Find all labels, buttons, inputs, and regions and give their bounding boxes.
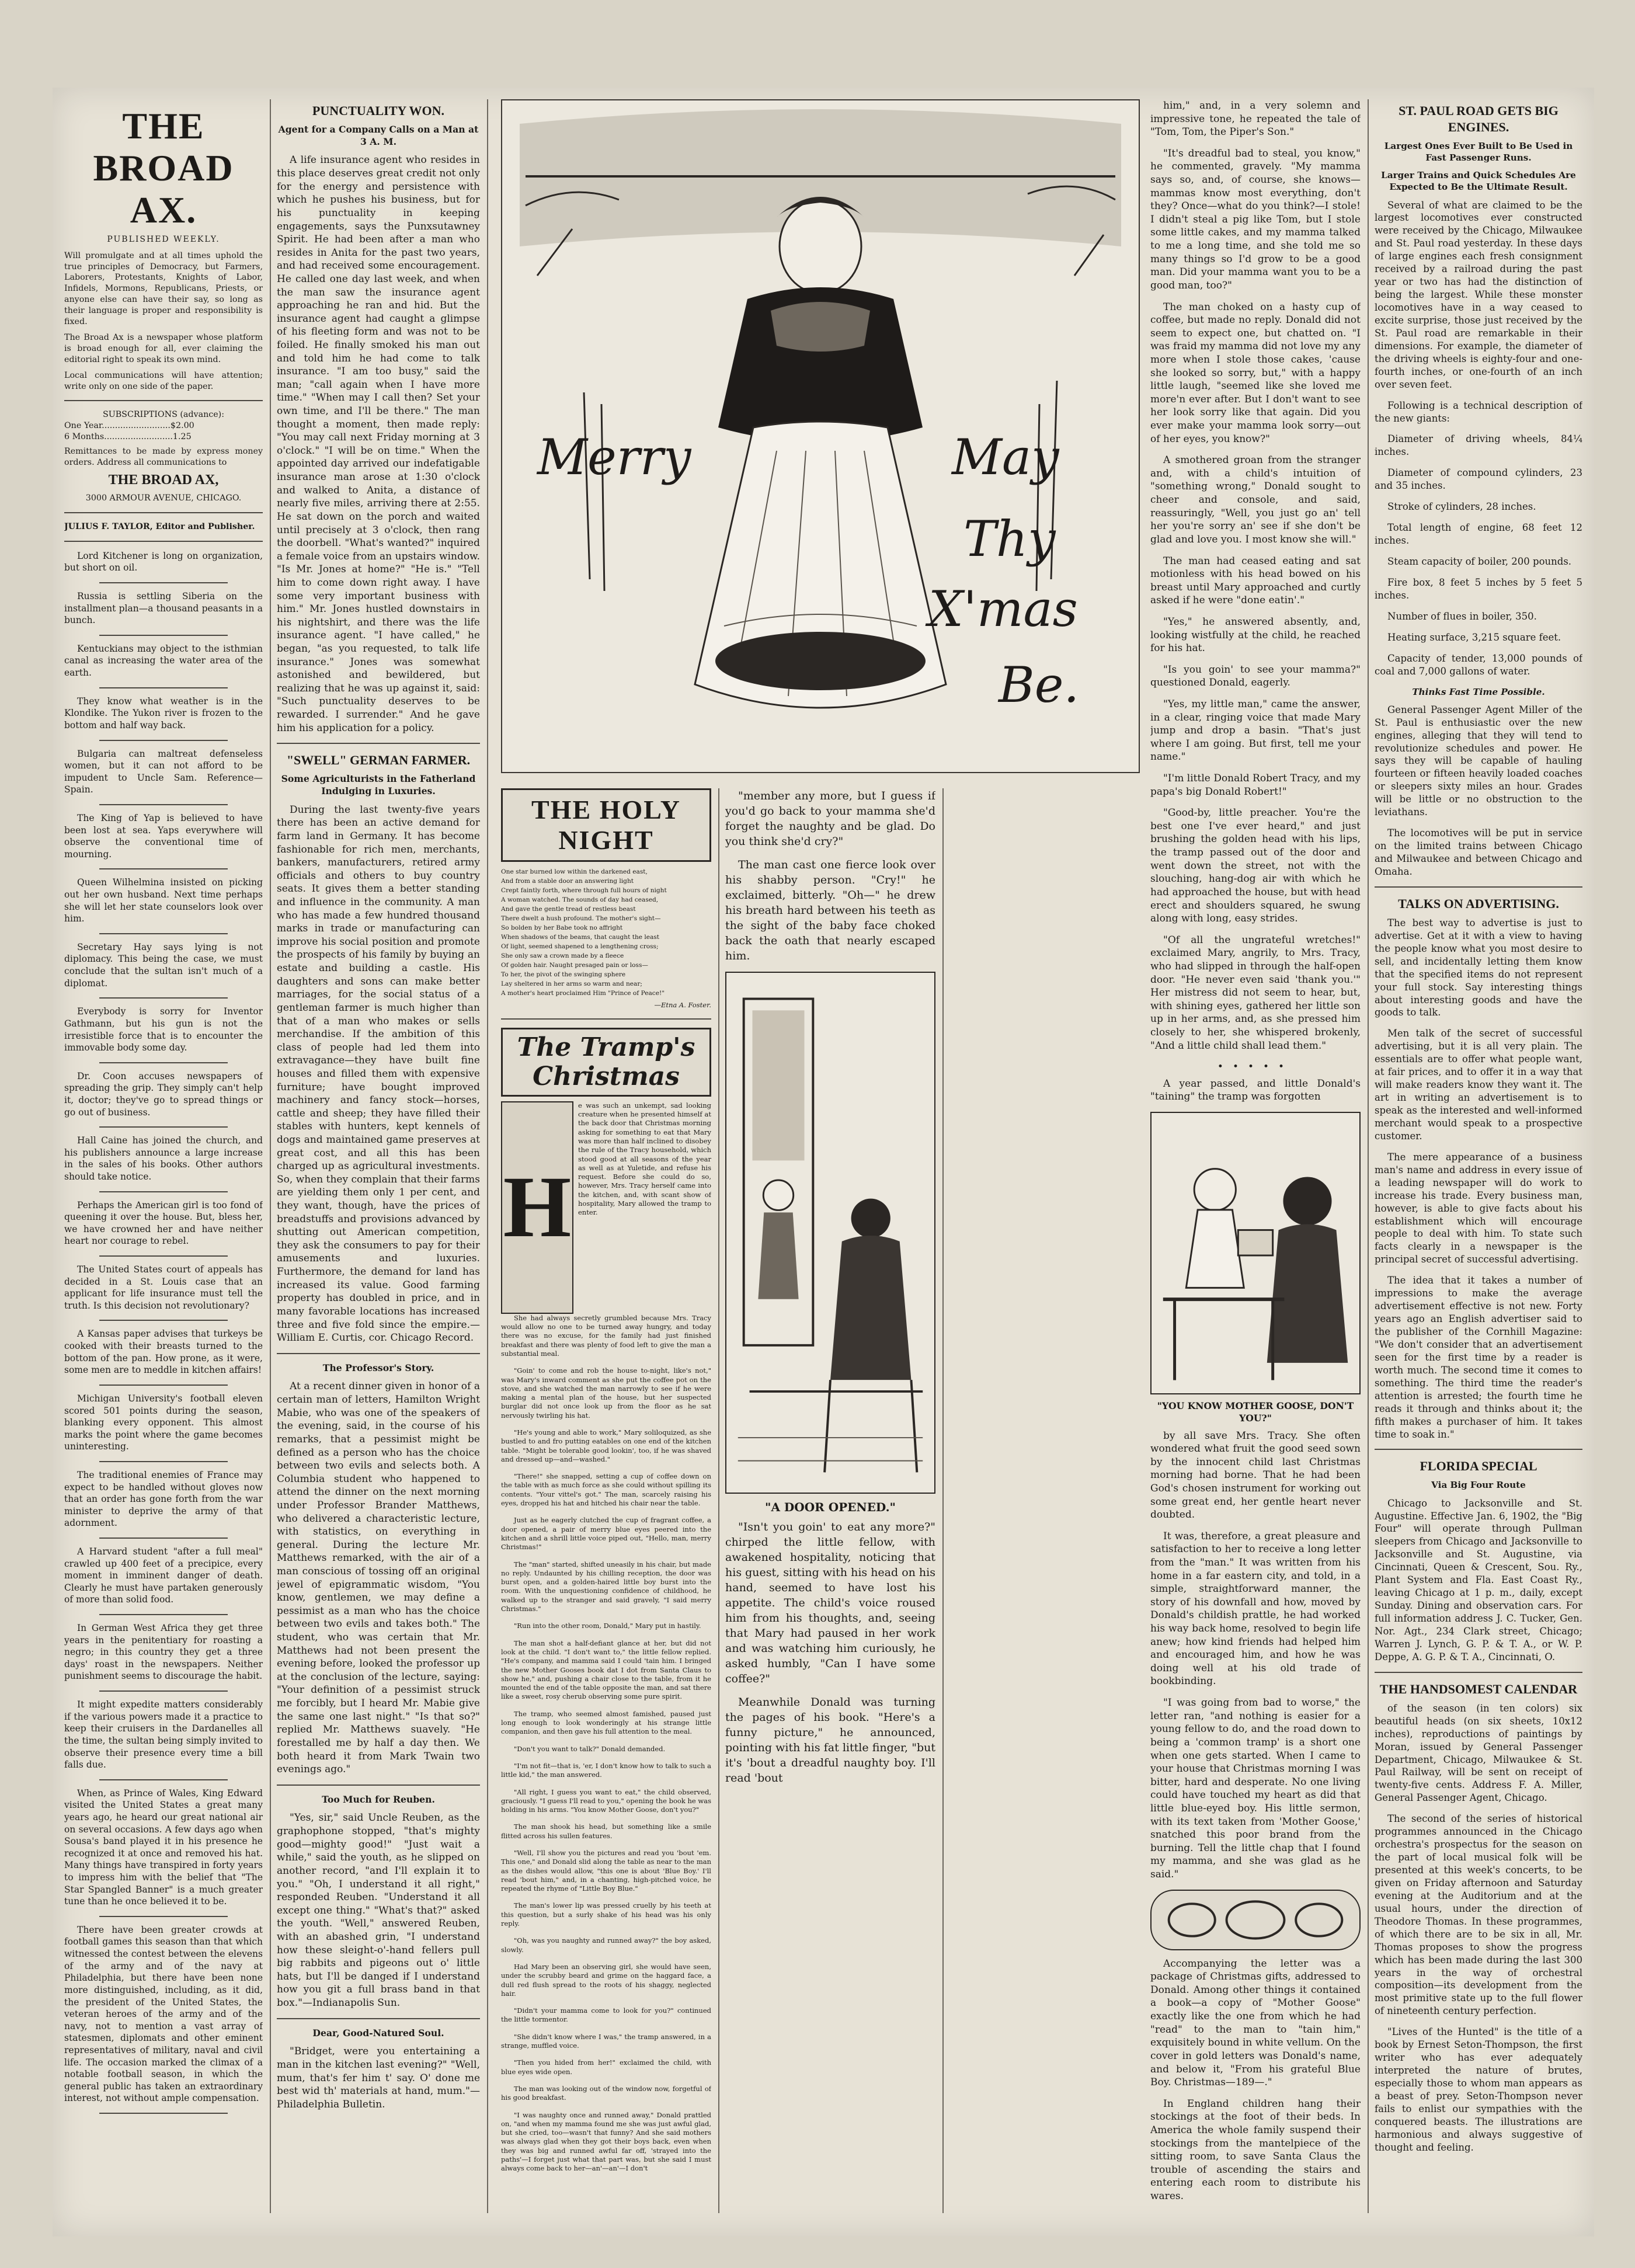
tramp-column-5-continued [1150, 1429, 1361, 1881]
paragraph: The man's lower lip was pressed cruelly by his teeth at this question, but a surly shake of his head was his only reply. [501, 1901, 711, 1928]
brief-item: Dr. Coon accuses newspapers of spreading the grip. They simply can't help it, doctor; they've go to spread things or go out of business. [64, 1070, 263, 1118]
paragraph: "He's young and able to work," Mary soliloquized, as she bustled to and fro putting eatables on one end of the kitchen table. "Might be tolerable good lookin', too, if he was shaved and dressed up—and—washed." [501, 1428, 711, 1463]
paragraph: In England children hang their stockings at the foot of their beds. In America the whole family suspend their stockings from the mantelpiece of the sitting room, to save Santa Claus the trouble of ascending the stairs and entering each room to distribute his wares. [1150, 2097, 1361, 2202]
brief-item: Hall Caine has joined the church, and his publishers announce a large increase in the sales of his books. Other authors should take notice. [64, 1135, 263, 1182]
divider [99, 1320, 228, 1321]
ornament-drawing [1152, 1891, 1359, 1949]
divider [501, 1018, 711, 1020]
poem-line: Crept faintly forth, where through full hours of night [501, 887, 667, 895]
brief-item: In German West Africa they get three years in the penitentiary for roasting a negro; in this country they get a three days' roast in the newspapers. Neither punishment seems to discourage the habit. [64, 1623, 263, 1682]
soul-title: Dear, Good-Natured Soul. [312, 2027, 444, 2039]
paragraph: General Passenger Agent Miller of the St. Paul is enthusiastic over the new engines, alleging that they will tend to revolutionize schedules and power. He says they will be capable of hauling fourteen or fifteen heavily loaded coaches or sleepers sixty miles an hour. Grades will be little or no obstruction to the leviathans. [1375, 704, 1582, 818]
mother-goose-caption: "YOU KNOW MOTHER GOOSE, DON'T YOU?" [1157, 1400, 1354, 1424]
divider [99, 868, 228, 869]
subscription-one-year: One Year..........................$2.00 [64, 421, 194, 431]
divider [99, 1614, 228, 1615]
punctuality-body [277, 154, 480, 735]
paragraph: Heating surface, 3,215 square feet. [1387, 631, 1561, 643]
tramp-column-4-text [725, 788, 935, 963]
divider [64, 400, 263, 401]
poem-line: Of light, seemed shapened to a lengthening cross; [501, 943, 659, 951]
paragraph: Had Mary been an observing girl, she would have seen, under the scrubby beard and grime on the haggard face, a dull red flush spread to the roots of his shaggy, neglected hair. [501, 1962, 711, 1998]
professor-title: The Professor's Story. [322, 1362, 434, 1373]
column-1 [64, 99, 263, 2213]
paragraph: The man shook his head, but something like a smile flitted across his sullen features. [501, 1822, 711, 1840]
subscription-six-months: 6 Months..........................1.25 [64, 432, 192, 442]
engines-subtitle: Largest Ones Ever Built to Be Used in Fast Passenger Runs. [1384, 141, 1573, 164]
section-break: ••••• [1217, 1061, 1294, 1073]
column-rule [718, 788, 719, 2213]
column-rule [942, 788, 944, 2213]
paragraph: "Of all the ungrateful wretches!" exclaimed Mary, angrily, to Mrs. Tracy, who had slipped in through the half-open door. "He never even said 'thank you.'" Her mistress did not seem to hear, but, with shining eyes, gathered her little son up in her arms, and, as she pressed him closely to her, she whispered brokenly, "And a little child shall lead them." [1150, 934, 1361, 1052]
poem-line: There dwelt a hush profound. The mother's sight— [501, 915, 661, 923]
paragraph: A life insurance agent who resides in this place deserves great credit not only for the energy and persistence with which he pushes his business, but for his punctuality in keeping engagements, says the Punxsutawney Spirit. He had been after a man who resides in Anita for the past two years, and had received some encouragement. He called one day last week, and when the man saw the insurance agent approaching he ran and hid. But the insurance agent had caught a glimpse of his fleeting form and was not to be foiled. He finally smoked his man out and told him he had come to talk insurance. "I am too busy," said the man; "call again when I have more time." "When may I call then? Set your own time, and I'll be there." The man thought a moment, then made reply: "You may call next Friday morning at 3 o'clock." "I will be on time." When the appointed day arrived our indefatigable insurance man arose at 1:30 o'clock and walked to Anita, a distance of nearly five miles, arriving there at 2:55. He sat down on the porch and waited until precisely at 3 o'clock, then rang the doorbell. "What's wanted?" inquired a female voice from an upstairs window. "Is Mr. Jones at home?" "He is." "Tell him to come down right away. I have some very important business with him." Mr. Jones hustled downstairs in his nightshirt, and there was the life insurance agent. "I have called," he began, "as you requested, to talk life insurance." Jones was somewhat astonished and bewildered, but realizing that he was up against it, said: "Such punctuality deserves to be rewarded. I surrender." And he gave him his application for a policy. [277, 154, 480, 734]
masthead-mission: Will promulgate and at all times uphold the true principles of Democracy, but Farmers, Laborers, Protestants, Knights of Labor, Infidels, Mormons, Republicans, Priests, or anyone else can have their say, so long as their language is proper and responsibility is fixed. [64, 251, 263, 327]
brief-item: Perhaps the American girl is too fond of queening it over the house. But, bless her, we have crowned her and have neither heart nor courage to rebel. [64, 1199, 263, 1247]
editorial-briefs [64, 550, 263, 2114]
paragraph: "All right, I guess you want to eat," the child observed, graciously. "I guess I'll read to you," opening the book he was holding in his arms. "You know Mother Goose, don't you?" [501, 1787, 711, 1814]
brief-item: When, as Prince of Wales, King Edward visited the United States a great many years ago, he heard our great national air on several occasions. A few days ago when Sousa's band played it in his presence he recognized it at once and removed his hat. Many things have transpired in forty years to impress him with the belief that "The Star Spangled Banner" is a much greater tune than he once believed it to be. [64, 1787, 263, 1907]
poem-line: She only saw a crown made by a fleece [501, 952, 624, 960]
paragraph: The tramp, who seemed almost famished, paused just long enough to look wonderingly at his strange little companion, and then gave his full attention to the meal. [501, 1709, 711, 1736]
paragraph: "Yes," he answered absently, and, looking wistfully at the child, he reached for his hat. [1150, 615, 1361, 655]
paragraph: Fire box, 8 feet 5 inches by 5 feet 5 inches. [1375, 576, 1582, 601]
card-word-xmas: X'mas [928, 580, 1078, 638]
masthead-name: THE BROAD AX, [108, 472, 219, 488]
paragraph: "member any more, but I guess if you'd go back to your mamma she'd forget the naughty and be glad. Do you think she'd cry?" [725, 789, 935, 848]
paragraph: Just as he eagerly clutched the cup of fragrant coffee, a door opened, a pair of merry blue eyes peered into the kitchen and a shrill little voice piped out, "Hello, man, merry Christmas!" [501, 1516, 711, 1552]
advertising-body [1375, 917, 1582, 1441]
farmer-title: "SWELL" GERMAN FARMER. [286, 753, 471, 768]
paragraph: Chicago to Jacksonville and St. Augustine. Effective Jan. 6, 1902, the "Big Four" will operate through Pullman sleepers from Chicago and Jacksonville to Jacksonville and St. Augustine, via Cincinnati, Queen & Crescent, Sou. Ry., Plant System and Fla. East Coast Ry., leaving Chicago at 1 p. m., daily, except Sunday. Dining and observation cars. For full information address J. C. Tucker, Gen. Nor. Agt., 234 Clark street, Chicago; Warren J. Lynch, G. P. & T. A., or W. P. Deppe, A. G. P. & T. A., Cincinnati, O. [1375, 1497, 1582, 1662]
divider [99, 997, 228, 999]
brief-item: Lord Kitchener is long on organization, but short on oil. [64, 550, 263, 573]
column-3 [501, 788, 711, 2213]
paragraph: by all save Mrs. Tracy. She often wondered what fruit the good seed sown by the innocent child last Christmas morning had borne. That he had been God's chosen instrument for working out some great end, her gentle heart never doubted. [1150, 1429, 1361, 1521]
poem-line: When shadows of the beams, that caught the least [501, 934, 660, 941]
divider [99, 1191, 228, 1192]
reuben-body [277, 1811, 480, 2009]
poem-line: So bolden by her Babe took no affright [501, 924, 623, 932]
divider [99, 933, 228, 934]
florida-subtitle: Via Big Four Route [1431, 1480, 1526, 1491]
card-word-be: Be. [999, 656, 1080, 714]
florida-body [1375, 1497, 1582, 1664]
brief-item: They know what weather is in the Klondike. The Yukon river is frozen to the bottom and half way back. [64, 695, 263, 731]
column-rule [487, 99, 488, 2213]
brief-item: The traditional enemies of France may expect to be handled without gloves now that an order has gone forth from the war minister to deprive the army of that adornment. [64, 1469, 263, 1529]
divider [99, 1779, 228, 1780]
paragraph: Several of what are claimed to be the largest locomotives ever constructed were received by the Chicago, Milwaukee and St. Paul road yesterday. In these days of large engines each fresh consignment received by a railroad during the past year or two has had the distinction of being the largest. While these monster locomotives have in a way ceased to excite surprise, those just received by the St. Paul road are remarkable in their dimensions. For example, the diameter of the driving wheels is eighty-four and one-fourth inches, or one-fourth of an inch over seven feet. [1375, 199, 1582, 390]
mother-goose-illustration [1150, 1112, 1361, 1394]
paragraph: Men talk of the secret of successful advertising, but it is all very plain. The essentials are to offer what people want, at fair prices, and to offer it in a way that will make readers know they want it. The art in writing an advertisement is to speak as the interested and well-informed merchant would speak to a prospective customer. [1375, 1028, 1582, 1142]
paragraph: Number of flues in boiler, 350. [1387, 610, 1537, 622]
paragraph: Capacity of tender, 13,000 pounds of coal and 7,000 gallons of water. [1375, 652, 1582, 677]
engines-body [1375, 199, 1582, 425]
paragraph: Stroke of cylinders, 28 inches. [1387, 501, 1536, 513]
brief-item: Michigan University's football eleven scored 501 points during the season, blanking every opponent. This almost marks the point where the game becomes uninteresting. [64, 1393, 263, 1452]
divider [64, 541, 263, 542]
paragraph: The "man" started, shifted uneasily in his chair, but made no reply. Undaunted by his chilling reception, the door was burst open, and a golden-haired little boy burst into the room. With the unquestioning confidence of childhood, he walked up to the stranger and said gravely, "I said merry Christmas." [501, 1560, 711, 1613]
tramp-column-5-text [1150, 99, 1361, 1052]
brief-item: Queen Wilhelmina insisted on picking out her own husband. Next time perhaps she will let her state counselors look over him. [64, 877, 263, 924]
tramp-banner [501, 1028, 711, 1097]
paragraph: The mere appearance of a business man's name and address in every issue of a leading newspaper will do work to increase his trade. Every business man, however, is able to give facts about his establishment which will encourage people to deal with him. To state such facts clearly in a newspaper is the principal secret of successful advertising. [1375, 1151, 1582, 1265]
tramp-column-4-continued [725, 1519, 935, 1786]
holy-night-author: —Etna A. Foster. [654, 1001, 711, 1010]
punctuality-title: PUNCTUALITY WON. [312, 103, 445, 118]
paragraph: "There!" she snapped, setting a cup of coffee down on the table with as much force as she could without spilling its contents. "Your vittel's got." The man, scarcely raising his eyes, dropped his hat and hitched his chair near the table. [501, 1472, 711, 1508]
brief-item: The King of Yap is believed to have been lost at sea. Yaps everywhere will observe the conventional time of mourning. [64, 812, 263, 860]
holy-night-banner [501, 788, 711, 862]
thinks-head: Thinks Fast Time Possible. [1412, 686, 1545, 697]
remittance-note: Remittances to be made by express money orders. Address all communications to [64, 447, 263, 468]
paragraph: Diameter of driving wheels, 84¼ inches. [1375, 433, 1582, 458]
poem-line: Lay sheltered in her arms so warm and near; [501, 980, 642, 988]
divider [99, 1255, 228, 1257]
brief-item: Russia is settling Siberia on the installment plan—a thousand peasants in a bunch. [64, 591, 263, 626]
tramp-opening [501, 1101, 711, 1314]
paragraph: The best way to advertise is just to advertise. Get at it with a view to having the people know what you most desire to sell, and incidentally letting them know that the specified items do not represent your full stock. Say interesting things about interesting goods and have the goods to talk. [1375, 917, 1582, 1018]
paragraph: The man was looking out of the window now, forgetful of his good breakfast. [501, 2084, 711, 2102]
brief-item: Secretary Hay says lying is not diplomacy. This being the case, we must conclude that the sultan isn't much of a diplomat. [64, 941, 263, 989]
thinks-body [1375, 704, 1582, 878]
punctuality-subtitle: Agent for a Company Calls on a Man at 3 A. M. [278, 124, 479, 147]
paragraph: "I'm little Donald Robert Tracy, and my papa's big Donald Robert!" [1150, 773, 1361, 798]
divider [99, 1461, 228, 1462]
divider [99, 1916, 228, 1917]
paragraph: Meanwhile Donald was turning the pages of his book. "Here's a funny picture," he announced, pointing with his fat little finger, "but it's 'bout a dreadful naughty boy. I'll read 'bout [725, 1696, 935, 1785]
paragraph: e was such an unkempt, sad looking creature when he presented himself at the back door that Christmas morning asking for something to eat that Mary was more than half inclined to disobey the rule of the Tracy household, which stood good at all seasons of the year as well as at Yuletide, and refuse his request. Before she could do so, however, Mrs. Tracy herself came into the kitchen, and, with scant show of hospitality, Mary allowed the tramp to enter. [578, 1101, 711, 1217]
divider [99, 635, 228, 636]
paragraph: "Is you goin' to see your mamma?" questioned Donald, eagerly. [1150, 663, 1361, 689]
divider [1375, 1449, 1582, 1450]
brief-item: Everybody is sorry for Inventor Gathmann, but his gun is not the irresistible force that is to encounter the immovable body some day. [64, 1006, 263, 1053]
xmas-card-drawing [502, 100, 1139, 772]
paragraph: She had always secretly grumbled because Mrs. Tracy would allow no one to be turned away hungry, and today there was no excuse, for the family had just finished breakfast and there was plenty of food left to give the man a substantial meal. [501, 1313, 711, 1358]
divider [277, 1353, 480, 1354]
divider [99, 582, 228, 583]
advertising-title: TALKS ON ADVERTISING. [1398, 896, 1559, 911]
paragraph: "Lives of the Hunted" is the title of a book by Ernest Seton-Thompson, the first writer who has ever adequately interpreted the nature of brutes, especially those to whom man appears as a beast of prey. Seton-Thompson never fails to enlist our sympathies with the conquered beasts. The illustrations are harmonious and always suggestive of thought and feeling. [1375, 2026, 1582, 2153]
paragraph: "It's dreadful bad to steal, you know," he commented, gravely. "My mamma says so, and, of course, she knows—mammas know most everything, don't they? Once—what do you think?—I stole! I didn't steal a pig like Tom, but I stole some little cakes, and my mamma talked to me a long time, and she told me so many things so I'd grow to be a good man. Did your mamma want you to be a good man, too?" [1150, 147, 1361, 291]
poem-line: Of golden hair. Naught presaged pain or loss— [501, 962, 648, 969]
door-opened-illustration [725, 972, 935, 1494]
brief-item: Kentuckians may object to the isthmian canal as increasing the water area of the earth. [64, 643, 263, 679]
divider [277, 2018, 480, 2019]
paragraph: "I'm not fit—that is, 'er, I don't know how to talk to such a little kid," the man answered. [501, 1761, 711, 1779]
card-word-merry: Merry [537, 429, 691, 486]
tramp-first-paragraph [578, 1101, 711, 1226]
column-5 [1150, 99, 1361, 2213]
poem-line: A woman watched. The sounds of day had ceased, [501, 896, 659, 904]
holy-night-title: THE HOLY NIGHT [531, 795, 681, 855]
paragraph: The man cast one fierce look over his shabby person. "Cry!" he exclaimed, bitterly. "Oh—" he drew his breath hard between his teeth as the sight of the baby face choked back the oath that nearly escaped him. [725, 858, 935, 962]
newspaper-page [53, 88, 1594, 2236]
divider [99, 1690, 228, 1692]
stockings-note [1150, 1957, 1361, 2203]
paragraph: "Bridget, were you entertaining a man in the kitchen last evening?" "Well, mum, that's fer him t' say. O' done me best wid th' materials at hand, mum."—Philadelphia Bulletin. [277, 2046, 480, 2110]
paragraph: "Isn't you goin' to eat any more?" chirped the little fellow, with awakened hospitality, noticing that his guest, sitting with his head on his hand, seemed to have lost his appetite. The child's voice roused him from his thoughts, and, seeing that Mary had paused in her work and was watching him curiously, he asked humbly, "Can I have some coffee?" [725, 1521, 935, 1685]
paragraph: "She didn't know where I was," the tramp answered, in a strange, muffled voice. [501, 2032, 711, 2050]
paragraph: "I was naughty once and runned away," Donald prattled on, "and when my mamma found me she was just awful glad, but she cried, too—wasn't that funny? And she said mothers was always glad when they got their boys back, even when they was big and runned awful far off, 'strayed into the paths'—I forget just what that part was, but she said I must always come back to her—an'—an'—I don't [501, 2110, 711, 2173]
paragraph: "I was going from bad to worse," the letter ran, "and nothing is easier for a young fellow to do, and the road down to being a 'common tramp' is a short one when one gets started. When I came to your house that Christmas morning I was bitter, hard and desperate. No one living could have touched my heart as did that little blue-eyed boy. His little sermon, with its text taken from 'Mother Goose,' snatched this poor brand from the burning. Tell the little chap that I found my mamma, and she was glad as he said." [1150, 1697, 1361, 1881]
professor-body [277, 1380, 480, 1776]
divider [277, 1785, 480, 1786]
column-rule [270, 99, 271, 2213]
divider [64, 512, 263, 513]
paragraph: The man choked on a hasty cup of coffee, but made no reply. Donald did not seem to expect one, but chatted on. "I was fraid my mamma did not love my any more when I stole those cakes, 'cause she looked so sorry, but," with a happy little laugh, "seemed like she loved me more'n ever after. But I don't want to see her look sorry like that again. Did you ever make your mamma look sorry—out of her eyes, you know?" [1150, 301, 1361, 445]
paragraph: "Oh, was you naughty and runned away?" the boy asked, slowly. [501, 1936, 711, 1954]
farmer-subtitle: Some Agriculturists in the Fatherland Indulging in Luxuries. [281, 773, 476, 797]
paragraph: "Goin' to come and rob the house to-night, like's not," was Mary's inward comment as she put the coffee pot on the stove, and she watched the man narrowly to see if he were making a mental plan of the house, but her suspected burglar did not once look up from the floor as he sat nervously twirling his hat. [501, 1366, 711, 1420]
calendar-title: THE HANDSOMEST CALENDAR [1379, 1681, 1578, 1696]
tramp-column-5-after-break [1150, 1077, 1361, 1104]
brief-item: There have been greater crowds at football games this season than that which witnessed the contest between the elevens of the army and of the navy at Philadelphia, but there have been none more distinguished, including, as it did, the president of the United States, the veteran heroes of the army and of the navy, not to mention a vast array of statesmen, diplomats and other eminent representatives of military, naval and civil life. The occasion marked the climax of a notable football season, in which the general public has taken an extraordinary interest, not without ample compensation. [64, 1924, 263, 2104]
paragraph: Total length of engine, 68 feet 12 inches. [1375, 522, 1582, 547]
divider [1375, 1672, 1582, 1673]
masthead-publisher: JULIUS F. TAYLOR, Editor and Publisher. [64, 521, 255, 531]
paragraph: The second of the series of historical programmes announced in the Chicago orchestra's prospectus for the season on the part of local musical folk will be presented at this week's concerts, to be given on Friday afternoon and Saturday evening at the Auditorium and at the usual hours, under the direction of Theodore Thomas. In these programmes, of which there are to be six in all, Mr. Thomas proposes to show the progress which has been made during the last 300 years in the way of orchestral composition—its development from the most primitive state up to the full flower of nineteenth century perfection. [1375, 1813, 1582, 2017]
divider [99, 740, 228, 741]
column-2 [277, 99, 480, 2213]
masthead-communications: Local communications will have attention; write only on one side of the paper. [64, 370, 263, 391]
divider [99, 1126, 228, 1128]
poem-line: To her, the pivot of the swinging sphere [501, 971, 626, 979]
divider [99, 1385, 228, 1386]
paragraph: A year passed, and little Donald's "taining" the tramp was forgotten [1150, 1077, 1361, 1103]
divider [277, 743, 480, 744]
paragraph: "Then you hided from her!" exclaimed the child, with blue eyes wide open. [501, 2058, 711, 2076]
divider [99, 804, 228, 805]
brief-item: A Harvard student "after a full meal" crawled up 400 feet of a precipice, every moment in imminent danger of death. Clearly he must have partaken generously of more than solid food. [64, 1546, 263, 1605]
paragraph: Diameter of compound cylinders, 23 and 35 inches. [1375, 467, 1582, 492]
paragraph: Steam capacity of boiler, 200 pounds. [1387, 556, 1572, 567]
poem-line: And from a stable door an answering light [501, 878, 634, 885]
divider [99, 687, 228, 688]
soul-body [277, 2045, 480, 2111]
column-6 [1375, 99, 1582, 2213]
card-word-thy: Thy [963, 510, 1056, 568]
column-rule [1368, 99, 1369, 2213]
divider [99, 2113, 228, 2114]
paragraph: "Well, I'll show you the pictures and read you 'bout 'em. This one," and Donald slid along the table as near to the man as the dishes would allow, "this one is about 'Blue Boy.' I'll read 'bout him," and, in a chanting, high-pitched voice, he repeated the rhyme of "Little Boy Blue." [501, 1848, 711, 1893]
paragraph: "Yes, my little man," came the answer, in a clear, ringing voice that made Mary jump and drop a basin. "That's just where I am going. But first, tell me your name." [1150, 698, 1361, 763]
brief-item: Bulgaria can maltreat defenseless women, but it can not afford to be impudent to Uncle Sam. Reference—Spain. [64, 748, 263, 795]
paragraph: "Run into the other room, Donald," Mary put in hastily. [514, 1622, 701, 1630]
ornament [1150, 1890, 1361, 1950]
card-word-may: May [952, 429, 1059, 486]
tramp-title: The Tramp's Christmas [517, 1032, 695, 1091]
divider [1375, 886, 1582, 888]
florida-title: FLORIDA SPECIAL [1420, 1459, 1537, 1474]
paragraph: The man shot a half-defiant glance at her, but did not look at the child. "I don't want to," the little fellow replied. "He's company, and mamma said I could 'tain him. I bringed the new Mother Gooses book dat I dot from Santa Claus to show he," and, pushing a chair close to the table, from it he mounted the end of the table opposite the man, and sat there like a sweet, rosy cherub observing some pure spirit. [501, 1639, 711, 1701]
divider [99, 1537, 228, 1539]
paragraph: At a recent dinner given in honor of a certain man of letters, Hamilton Wright Mabie, who was one of the speakers of the evening, said, in the course of his remarks, that a pessimist might be defined as a person who has the choice between two evils and selects both. A Columbia student who happened to attend the dinner on the next morning under Professor Brander Matthews, who delivered a characteristic lecture, with statistics, on everything in general. During the lecture Mr. Matthews remarked, with the air of a man conscious of tossing off an original jewel of epigrammatic wisdom, "You know, gentlemen, we may define a pessimist as a man who has the choice between two evils and takes both." The student, who was certain that Mr. Matthews had not been present the evening before, looked the professor up at the conclusion of the lecture, saying: "Your definition of a pessimist struck me forcibly, but I heard Mr. Mabie give the same one last night." "Is that so?" replied Mr. Matthews suavely. "He forestalled me by half a day then. We both heard it from Mark Twain two evenings ago." [277, 1380, 480, 1776]
poem-line: One star burned low within the darkened east, [501, 868, 648, 875]
paragraph: of the season (in ten colors) six beautiful heads (on six sheets, 10x12 inches), reproductions of paintings by Moran, issued by General Passenger Department, Chicago, Milwaukee & St. Paul Railway, will be sent on receipt of twenty-five cents. Address F. A. Miller, General Passenger Agent, Chicago. [1375, 1702, 1582, 1804]
subscriptions-label: SUBSCRIPTIONS (advance): [102, 410, 225, 420]
paragraph: Accompanying the letter was a package of Christmas gifts, addressed to Donald. Among other things it contained a book—a copy of "Mother Goose" exactly like the one from which he had "read" to the man to "tain him," exquisitely bound in white vellum. On the cover in gold letters was Donald's name, and below it, "From his grateful Blue Boy. Christmas—189—." [1150, 1957, 1361, 2089]
paragraph: "Didn't your mamma come to look for you?" continued the little tormentor. [501, 2006, 711, 2024]
paragraph: "Yes, sir," said Uncle Reuben, as the graphophone stopped, "that's mighty good—mighty good!" "Just wait a while," said the youth, as he slipped on another record, "and I'll explain it to you." "Oh, I understand it all right," responded Reuben. "Understand it all except one thing." "What's that?" asked the youth. "Well," answered Reuben, with an abashed grin, "I understand how these sleight-o'-hand fellers pull big rabbits and pigeons out o' little hats, but I'll be danged if I understand how you git a full brass band in that box."—Indianapolis Sun. [277, 1812, 480, 2009]
xmas-card-illustration [501, 99, 1140, 773]
mother-goose-drawing [1152, 1113, 1359, 1393]
brief-item: The United States court of appeals has decided in a St. Louis case that an applicant for life insurance must tell the truth. Is this decision not revolutionary? [64, 1264, 263, 1311]
paragraph: The idea that it takes a number of impressions to make the average advertisement effective is not new. Forty years ago an English advertiser said to the publisher of the Cornhill Magazine: "We don't consider that an advertisement seen for the first time by a reader is worth much. The second time it comes to something. The third time the reader's attention is arrested; the fourth time he reads it through and thinks about it; the fifth makes a purchaser of him. It takes time to soak in." [1375, 1275, 1582, 1440]
paragraph: Following is a technical description of the new giants: [1375, 399, 1582, 424]
holy-night-poem [501, 868, 711, 997]
door-opened-drawing [726, 973, 934, 1493]
brief-item: A Kansas paper advises that turkeys be cooked with their breasts turned to the bottom of the pan. How prone, as it were, some men are to meddle in kitchen affairs! [64, 1328, 263, 1376]
paragraph: "Good-by, little preacher. You're the best one I've ever heard," and just brushing the golden head with his lips, the tramp passed out of the door and went down the street, not with the slouching, hang-dog air with which he had approached the house, but with head erect and shoulders squared, he swung along with long, easy strides. [1150, 807, 1361, 925]
masthead-address: 3000 ARMOUR AVENUE, CHICAGO. [85, 493, 242, 503]
column-4 [725, 788, 935, 2213]
paragraph: The man had ceased eating and sat motionless with his head bowed on his breast until Mary approached and curtly asked if he were "done eatin'." [1150, 555, 1361, 607]
engines-title: ST. PAUL ROAD GETS BIG ENGINES. [1399, 103, 1559, 134]
masthead-frequency: PUBLISHED WEEKLY. [107, 235, 220, 244]
paragraph: During the last twenty-five years there has been an active demand for farm land in Germany. It has become fashionable for rich men, merchants, bankers, manufacturers, retired army officials and others to buy country seats. It gives them a better standing and influence in the community. A man who has made a few hundred thousand marks in trade or manufacturing can improve his social position and promote the prospects of his family by buying an estate and building a castle. His daughters and sons can make better marriages, for the social status of a gentleman farmer is much higher than that of a man who makes or sells merchandise. If the ambition of this class of people had led them into extravagance—they have built fine houses and filled them with expensive furniture; have bought improved machinery and fancy stock—horses, cattle and sheep; they have filled their stables with hunters, kept kennels of dogs and maintained game preserves at great cost, and all this has been charged up as agricultural investments. So, when they complain that their farms are yielding them only 1 per cent, and they want, though, have the prices of breadstuffs and provisions advanced by shutting out American competition, they ask the consumers to pay for their amusements and luxuries. Furthermore, the demand for land has increased its value. Good farming property has doubled in price, and in many favorable locations has increased three and five fold since the empire.—William E. Curtis, cor. Chicago Record. [277, 803, 480, 1344]
engines-subtitle-2: Larger Trains and Quick Schedules Are Expected to Be the Ultimate Result. [1381, 170, 1576, 193]
tramp-drop-cap: H [501, 1101, 573, 1314]
paragraph: "Don't you want to talk?" Donald demanded. [514, 1744, 666, 1753]
masthead-title: THE BROAD AX. [93, 105, 234, 231]
masthead-policy: The Broad Ax is a newspaper whose platform is broad enough for all, ever claiming the editorial right to speak its own mind. [64, 332, 263, 364]
paragraph: A smothered groan from the stranger and, with a child's intuition of "something wrong," Donald sought to cheer and console, and said, reassuringly, "Well, you just go an' tell her you're sorry an' see if she don't be glad and love you. I most know she will." [1150, 454, 1361, 545]
reuben-title: Too Much for Reuben. [322, 1793, 435, 1805]
paragraph: The locomotives will be put in service on the limited trains between Chicago and Milwaukee and between Chicago and Omaha. [1375, 827, 1582, 877]
tramp-column-3-text [501, 1314, 711, 2173]
poem-line: A mother's heart proclaimed Him "Prince of Peace!" [501, 990, 665, 997]
brief-item: It might expedite matters considerably if the various powers made it a practice to keep their cruisers in the Dardanelles all the time, the sultan being simply invited to observe their presence every time a bill falls due. [64, 1699, 263, 1770]
paragraph: him," and, in a very solemn and impressive tone, he repeated the tale of "Tom, Tom, the Piper's Son." [1150, 100, 1361, 138]
farmer-body [277, 803, 480, 1345]
engines-specs [1375, 433, 1582, 677]
divider [99, 1062, 228, 1063]
paragraph: It was, therefore, a great pleasure and satisfaction to her to receive a long letter from the "man." It was written from his home in a far eastern city, and told, in a simple, straightforward manner, the story of his downfall and how, moved by Donald's childish prattle, he had worked his way back home, resolved to begin life anew; how kind friends had helped him and encouraged him, and how he was doing well at his old trade of bookbinding. [1150, 1530, 1361, 1688]
poem-line: And gave the gentle tread of restless beast [501, 906, 636, 913]
calendar-body [1375, 1702, 1582, 2154]
door-opened-caption: "A DOOR OPENED." [765, 1500, 896, 1514]
